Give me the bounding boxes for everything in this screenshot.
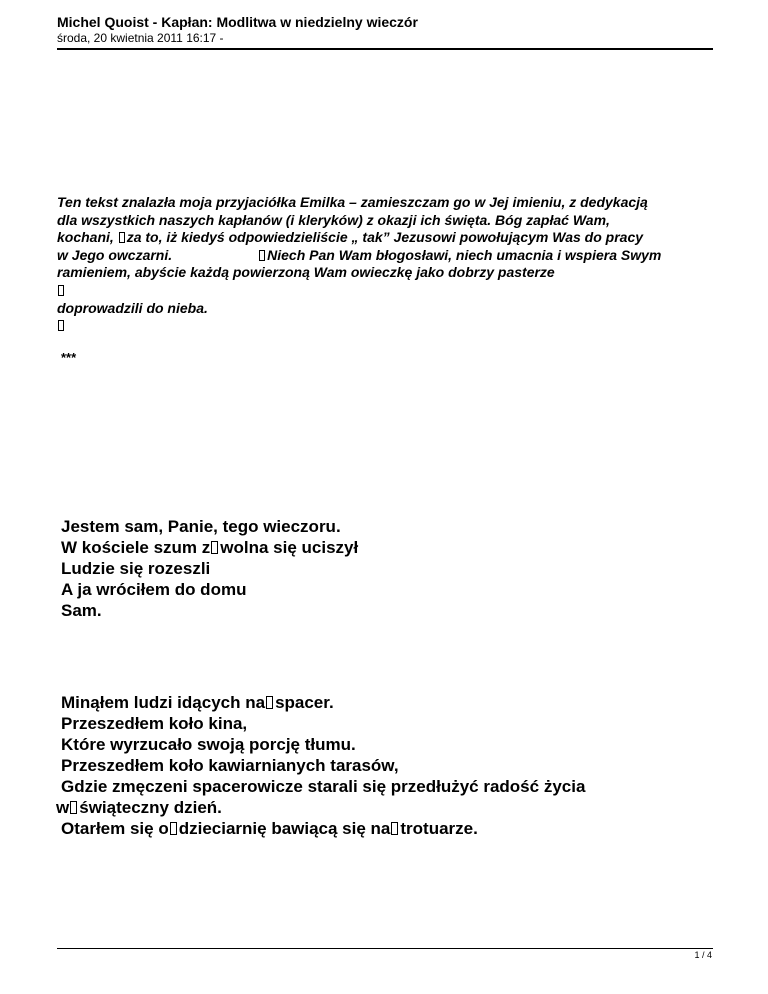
intro-line: dla wszystkich naszych kapłanów (i kleryków) z okazji ich święta. Bóg zapłać Wam,: [57, 211, 610, 228]
missing-glyph-icon: [119, 232, 125, 243]
intro-line: Ten tekst znalazła moja przyjaciółka Emilka – zamieszczam go w Jej imieniu, z dedykacją: [57, 194, 648, 210]
missing-glyph-icon: [211, 541, 218, 554]
poem-line: Przeszedłem koło kina,: [61, 714, 248, 733]
poem-line: Sam.: [61, 601, 102, 620]
intro-line: doprowadzili do nieba.: [57, 299, 208, 316]
poem-stanza-1: [61, 516, 721, 621]
missing-glyph-icon: [58, 320, 64, 331]
document-title: Michel Quoist - Kapłan: Modlitwa w niedzielny wieczór: [57, 14, 418, 30]
poem-stanza-2: [56, 692, 721, 839]
intro-line: kochani, za to, iż kiedyś odpowiedzieliście „ tak” Jezusowi powołującym Was do pracy: [57, 229, 644, 246]
intro-paragraph: [57, 194, 727, 335]
missing-glyph-icon: [58, 285, 64, 296]
page-header: [57, 14, 712, 46]
missing-glyph-icon: [391, 822, 398, 835]
missing-glyph-icon: [266, 696, 273, 709]
document-date: środa, 20 kwietnia 2011 16:17 -: [57, 31, 224, 45]
poem-line: A ja wróciłem do domu: [61, 580, 247, 599]
section-separator: ***: [61, 350, 77, 365]
poem-line: W kościele szum z wolna się uciszył: [61, 538, 359, 557]
footer-divider: [57, 948, 713, 949]
missing-glyph-icon: [259, 250, 265, 261]
missing-glyph-icon: [170, 822, 177, 835]
intro-line: w Jego owczarni. Niech Pan Wam błogosławi, niech umacnia i wspiera Swym: [57, 246, 662, 263]
missing-glyph-icon: [70, 801, 77, 814]
poem-line: Minąłem ludzi idących na spacer.: [61, 693, 334, 712]
header-divider: [57, 48, 713, 50]
poem-line: Otarłem się o dzieciarnię bawiącą się na trotuarze.: [61, 819, 478, 838]
poem-line: Ludzie się rozeszli: [61, 559, 211, 578]
intro-line: [57, 317, 727, 335]
poem-line: Przeszedłem koło kawiarnianych tarasów,: [61, 756, 399, 775]
intro-line: [57, 282, 727, 300]
poem-line: Jestem sam, Panie, tego wieczoru.: [61, 517, 341, 536]
poem-line: w świąteczny dzień.: [56, 798, 222, 817]
poem-line: Które wyrzucało swoją porcję tłumu.: [61, 735, 356, 754]
intro-line: ramieniem, abyście każdą powierzoną Wam owieczkę jako dobrzy pasterze: [57, 264, 555, 281]
page-number: 1 / 4: [694, 950, 712, 960]
poem-line: Gdzie zmęczeni spacerowicze starali się przedłużyć radość życia: [61, 777, 586, 796]
